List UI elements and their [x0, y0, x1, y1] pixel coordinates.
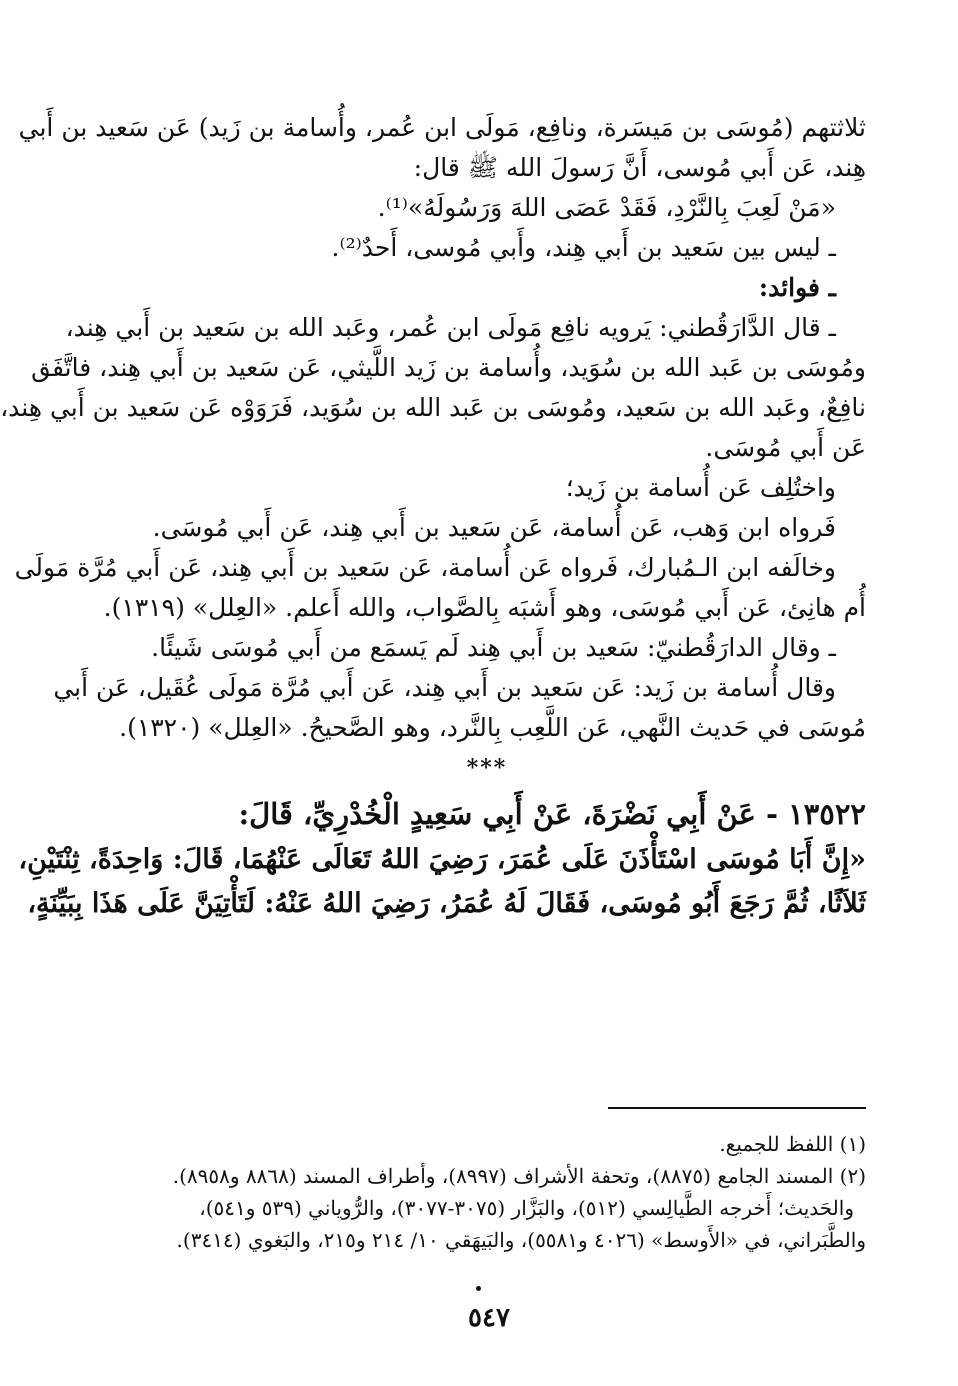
hadith-heading: ١٣٥٢٢ - عَنْ أَبِي نَضْرَةَ، عَنْ أَبِي سَعِيدٍ الْخُدْرِيِّ، قَالَ:: [238, 797, 866, 831]
section-heading: ـ فوائد:: [758, 273, 836, 302]
text-line: ثلاثتهم (مُوسَى بن مَيسَرة، ونافِع، مَولَى ابن عُمر، وأُسامة بن زَيد) عَن سَعيد بن أَبي: [18, 113, 866, 142]
footnote-divider: [608, 1107, 866, 1109]
text-line: وخالَفه ابن الـمُبارك، فَرواه عَن أُسامة، عَن سَعيد بن أَبي هِند، عَن أَبي مُرَّة مَولَى: [14, 553, 836, 582]
text-line: واختُلِف عَن أُسامة بن زَيد؛: [565, 473, 836, 502]
footnote: والحَديث؛ أَخرجه الطَّيالِسي (٥١٢)، والبَزَّار (٣٠٧٥-٣٠٧٧)، والرُّوياني (٥٣٩ و٥٤١)،: [199, 1196, 854, 1220]
footnotes: [108, 1128, 866, 1256]
section-separator: ***: [466, 755, 508, 781]
text-line: فَرواه ابن وَهب، عَن أُسامة، عَن سَعيد بن أَبي هِند، عَن أَبي مُوسَى.: [152, 513, 836, 542]
footnote: والطَّبَراني، في «الأَوسط» (٤٠٢٦ و٥٥٨١)، والبَيهَقي ١٠/ ٢١٤ و٢١٥، والبَغوي (٣٤١٤).: [176, 1228, 866, 1252]
main-text: [0, 108, 866, 926]
text-line: ـ قال الدَّارَقُطني: يَرويه نافِع مَولَى ابن عُمر، وعَبد الله بن سَعيد بن أَبي هِند،: [65, 313, 836, 342]
text-line: أُم هانِئ، عَن أَبي مُوسَى، وهو أَشبَه بِالصَّواب، والله أَعلم. «العِلل» (١٣١٩).: [103, 593, 866, 622]
text-line: هِند، عَن أَبي مُوسى، أَنَّ رَسولَ الله ﷺ قال:: [413, 153, 866, 182]
page-number: ٥٤٧: [468, 1303, 510, 1333]
hadith-text-line: «إِنَّ أَبَا مُوسَى اسْتَأْذَنَ عَلَى عُمَرَ، رَضِيَ اللهُ تَعَالَى عَنْهُمَا، قَالَ: وَاحِدَةً، ثِنْتَيْنِ،: [18, 844, 866, 875]
hadith-text-line: ثَلاَثًا، ثُمَّ رَجَعَ أَبُو مُوسَى، فَقَالَ لَهُ عُمَرُ، رَضِيَ اللهُ عَنْهُ: لَتَأْتِيَنَّ عَلَى هَذَا بِبَيِّنَةٍ،: [27, 888, 866, 919]
text-line: ومُوسَى بن عَبد الله بن سُوَيد، وأُسامة بن زَيد اللَّيثي، عَن سَعيد بن أَبي هِند، فاتَّفَق: [31, 353, 866, 382]
hadith-text-line: «مَنْ لَعِبَ بِالنَّرْدِ، فَقَدْ عَصَى اللهَ وَرَسُولَهُ»⁽¹⁾.: [377, 193, 836, 222]
footnote: (١) اللفظ للجميع.: [719, 1132, 866, 1156]
ink-dot: [476, 1286, 481, 1291]
text-line: نافِعٌ، وعَبد الله بن سَعيد، ومُوسَى بن عَبد الله بن سُوَيد، فَرَوَوْه عَن سَعيد بن أَبي هِند،: [0, 393, 866, 422]
text-line: وقال أُسامة بن زَيد: عَن سَعيد بن أَبي هِند، عَن أَبي مُرَّة مَولَى عُقَيل، عَن أَبي: [53, 673, 836, 702]
text-line: مُوسَى في حَديث النَّهي، عَن اللَّعِب بِالنَّرد، وهو الصَّحيحُ. «العِلل» (١٣٢٠).: [119, 713, 866, 742]
text-line: ـ وقال الدارَقُطنيّ: سَعيد بن أَبي هِند لَم يَسمَع من أَبي مُوسَى شَيئًا.: [151, 633, 836, 662]
text-line: ـ ليس بين سَعيد بن أَبي هِند، وأَبي مُوسى، أَحدٌ⁽²⁾.: [331, 233, 836, 262]
text-line: عَن أَبي مُوسَى.: [705, 433, 866, 462]
footnote: (٢) المسند الجامع (٨٨٧٥)، وتحفة الأشراف (٨٩٩٧)، وأطراف المسند (٨٨٦٨ و٨٩٥٨).: [172, 1164, 866, 1188]
